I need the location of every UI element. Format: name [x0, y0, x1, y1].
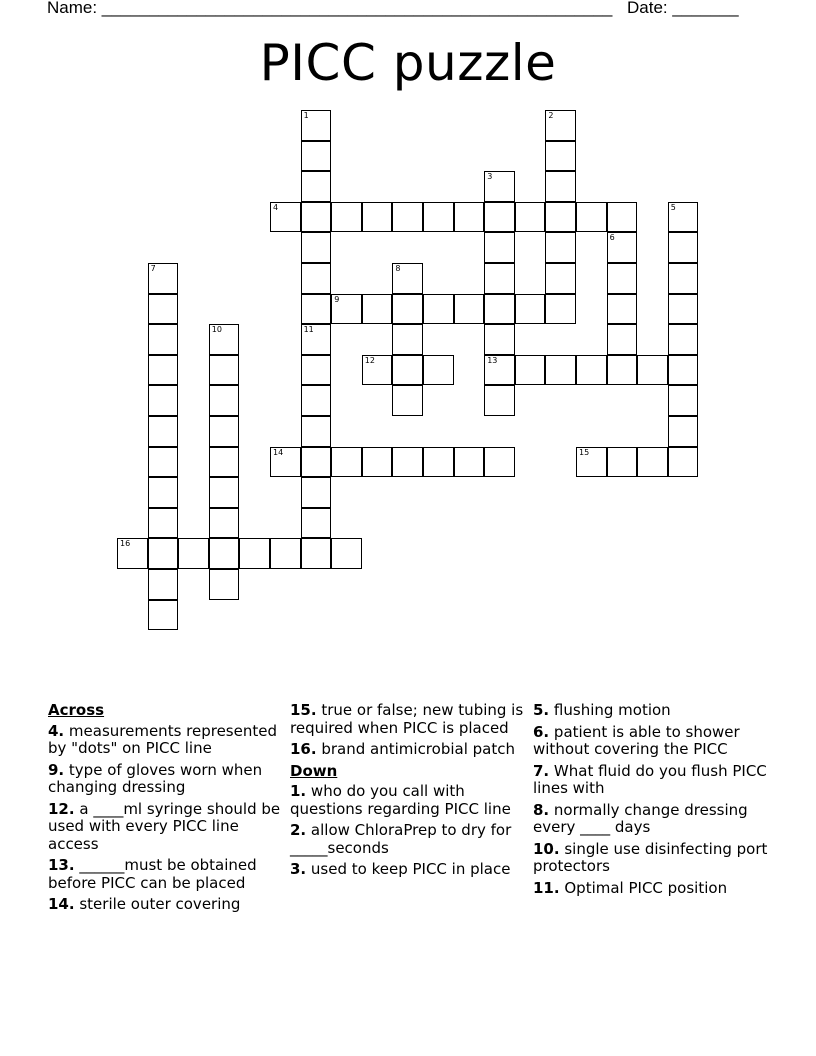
- clue-column-2: [290, 702, 526, 883]
- grid-cell[interactable]: [484, 294, 515, 325]
- grid-cell[interactable]: [362, 447, 393, 478]
- grid-cell[interactable]: [545, 141, 576, 172]
- grid-cell[interactable]: [301, 447, 332, 478]
- grid-cell[interactable]: [301, 171, 332, 202]
- grid-cell[interactable]: [301, 355, 332, 386]
- grid-cell[interactable]: [545, 202, 576, 233]
- clue-down-6: 6. patient is able to shower without covering the PICC: [533, 722, 740, 758]
- grid-cell[interactable]: [301, 232, 332, 263]
- clue-number: 2: [548, 111, 554, 120]
- grid-cell[interactable]: [148, 600, 179, 631]
- grid-cell[interactable]: [301, 385, 332, 416]
- grid-cell[interactable]: [668, 294, 699, 325]
- grid-cell[interactable]: [484, 232, 515, 263]
- grid-cell[interactable]: [668, 355, 699, 386]
- grid-cell[interactable]: [209, 569, 240, 600]
- grid-cell[interactable]: [301, 508, 332, 539]
- clue-number: 14: [273, 447, 284, 457]
- grid-cell[interactable]: [545, 294, 576, 325]
- grid-cell[interactable]: [148, 447, 179, 478]
- grid-cell[interactable]: [209, 508, 240, 539]
- grid-cell[interactable]: [362, 294, 393, 325]
- grid-cell[interactable]: [454, 447, 485, 478]
- grid-cell[interactable]: [362, 355, 393, 386]
- clue-number: 16: [120, 539, 131, 549]
- grid-cell[interactable]: [239, 538, 270, 569]
- grid-cell[interactable]: [331, 202, 362, 233]
- clue-down-8: 8. normally change dressing every ____ days: [533, 800, 748, 836]
- clue-number: 5: [670, 202, 676, 212]
- grid-cell[interactable]: [392, 385, 423, 416]
- clue-number: 6: [609, 233, 615, 243]
- grid-cell[interactable]: [209, 477, 240, 508]
- clue-number: 1: [303, 111, 309, 120]
- grid-cell[interactable]: [515, 294, 546, 325]
- grid-cell[interactable]: [668, 263, 699, 294]
- down-heading: Down: [290, 761, 338, 780]
- grid-cell[interactable]: [423, 447, 454, 478]
- clue-number: 8: [395, 264, 401, 273]
- grid-cell[interactable]: [484, 263, 515, 294]
- grid-cell[interactable]: [392, 355, 423, 386]
- grid-cell[interactable]: [148, 508, 179, 539]
- clue-across-12: 12. a ____ml syringe should be used with every PICC line access: [48, 799, 281, 853]
- grid-cell[interactable]: [148, 263, 179, 294]
- grid-cell[interactable]: [117, 538, 148, 569]
- grid-cell[interactable]: [607, 202, 638, 233]
- grid-cell[interactable]: [209, 416, 240, 447]
- grid-cell[interactable]: [331, 447, 362, 478]
- grid-cell[interactable]: [362, 202, 393, 233]
- clue-number: 13: [487, 355, 498, 365]
- clue-down-1: 1. who do you call with questions regarding PICC line: [290, 782, 511, 818]
- clue-number: 11: [303, 325, 314, 335]
- clue-down-10: 10. single use disinfecting port protectors: [533, 839, 768, 875]
- grid-cell[interactable]: [178, 538, 209, 569]
- grid-cell[interactable]: [607, 324, 638, 355]
- grid-cell[interactable]: [148, 416, 179, 447]
- grid-cell[interactable]: [301, 416, 332, 447]
- date-field-line: Date: _______: [627, 0, 739, 17]
- grid-cell[interactable]: [423, 202, 454, 233]
- grid-cell[interactable]: [637, 447, 668, 478]
- grid-cell[interactable]: [270, 202, 301, 233]
- grid-cell[interactable]: [392, 263, 423, 294]
- grid-cell[interactable]: [270, 538, 301, 569]
- grid-cell[interactable]: [331, 538, 362, 569]
- grid-cell[interactable]: [331, 294, 362, 325]
- grid-cell[interactable]: [209, 385, 240, 416]
- clue-column-3: [533, 702, 769, 901]
- clue-across-4: 4. measurements represented by "dots" on PICC line: [48, 721, 277, 757]
- grid-cell[interactable]: [484, 447, 515, 478]
- grid-cell[interactable]: [607, 447, 638, 478]
- grid-cell[interactable]: [301, 110, 332, 141]
- grid-cell[interactable]: [484, 202, 515, 233]
- grid-cell[interactable]: [515, 355, 546, 386]
- clue-across-9: 9. type of gloves worn when changing dressing: [48, 760, 263, 796]
- name-field-line: Name: ______________________________________________________: [47, 0, 613, 17]
- grid-cell[interactable]: [545, 232, 576, 263]
- grid-cell[interactable]: [423, 294, 454, 325]
- clue-number: 3: [487, 172, 493, 182]
- grid-cell[interactable]: [148, 538, 179, 569]
- grid-cell[interactable]: [545, 263, 576, 294]
- grid-cell[interactable]: [301, 202, 332, 233]
- clue-across-13: 13. ______must be obtained before PICC can be placed: [48, 856, 257, 892]
- grid-cell[interactable]: [270, 447, 301, 478]
- grid-cell[interactable]: [209, 355, 240, 386]
- grid-cell[interactable]: [148, 294, 179, 325]
- grid-cell[interactable]: [668, 416, 699, 447]
- grid-cell[interactable]: [668, 232, 699, 263]
- grid-cell[interactable]: [454, 294, 485, 325]
- grid-cell[interactable]: [545, 110, 576, 141]
- clue-number: 7: [150, 264, 156, 273]
- clue-across-16: 16. brand antimicrobial patch: [290, 740, 515, 758]
- clue-column-1: [48, 702, 284, 918]
- grid-cell[interactable]: [148, 324, 179, 355]
- grid-cell[interactable]: [392, 324, 423, 355]
- grid-cell[interactable]: [607, 263, 638, 294]
- clue-across-14: 14. sterile outer covering: [48, 895, 241, 913]
- grid-cell[interactable]: [301, 324, 332, 355]
- grid-cell[interactable]: [668, 202, 699, 233]
- clue-across-15: 15. true or false; new tubing is required when PICC is placed: [290, 701, 524, 737]
- grid-cell[interactable]: [148, 569, 179, 600]
- clue-number: 4: [273, 202, 279, 212]
- across-heading: Across: [48, 701, 105, 719]
- grid-cell[interactable]: [484, 324, 515, 355]
- grid-cell[interactable]: [484, 385, 515, 416]
- grid-cell[interactable]: [668, 447, 699, 478]
- clue-number: 12: [364, 355, 375, 365]
- grid-cell[interactable]: [301, 141, 332, 172]
- grid-cell[interactable]: [301, 477, 332, 508]
- grid-cell[interactable]: [301, 263, 332, 294]
- grid-cell[interactable]: [668, 385, 699, 416]
- grid-cell[interactable]: [209, 324, 240, 355]
- clue-down-2: 2. allow ChloraPrep to dry for _____seconds: [290, 821, 512, 857]
- grid-cell[interactable]: [148, 385, 179, 416]
- grid-cell[interactable]: [637, 355, 668, 386]
- grid-cell[interactable]: [148, 355, 179, 386]
- grid-cell[interactable]: [392, 202, 423, 233]
- grid-cell[interactable]: [576, 355, 607, 386]
- grid-cell[interactable]: [607, 355, 638, 386]
- clue-number: 15: [579, 447, 590, 457]
- clue-down-11: 11. Optimal PICC position: [533, 878, 728, 897]
- grid-cell[interactable]: [209, 447, 240, 478]
- grid-cell[interactable]: [576, 202, 607, 233]
- grid-cell[interactable]: [607, 294, 638, 325]
- grid-cell[interactable]: [301, 294, 332, 325]
- clue-down-3: 3. used to keep PICC in place: [290, 860, 511, 878]
- page-title: PICC puzzle: [259, 34, 557, 92]
- grid-cell[interactable]: [668, 324, 699, 355]
- grid-cell[interactable]: [484, 171, 515, 202]
- clue-number: 10: [211, 325, 222, 335]
- clue-down-5: 5. flushing motion: [533, 701, 671, 719]
- grid-cell[interactable]: [454, 202, 485, 233]
- grid-cell[interactable]: [545, 171, 576, 202]
- clue-down-7: 7. What fluid do you flush PICC lines with: [533, 761, 767, 797]
- clue-number: 9: [334, 294, 340, 304]
- grid-cell[interactable]: [392, 294, 423, 325]
- grid-cell[interactable]: [576, 447, 607, 478]
- grid-cell[interactable]: [301, 538, 332, 569]
- grid-cell[interactable]: [423, 355, 454, 386]
- grid-cell[interactable]: [545, 355, 576, 386]
- grid-cell[interactable]: [209, 538, 240, 569]
- grid-cell[interactable]: [607, 232, 638, 263]
- grid-cell[interactable]: [392, 447, 423, 478]
- grid-cell[interactable]: [515, 202, 546, 233]
- grid-cell[interactable]: [484, 355, 515, 386]
- grid-cell[interactable]: [148, 477, 179, 508]
